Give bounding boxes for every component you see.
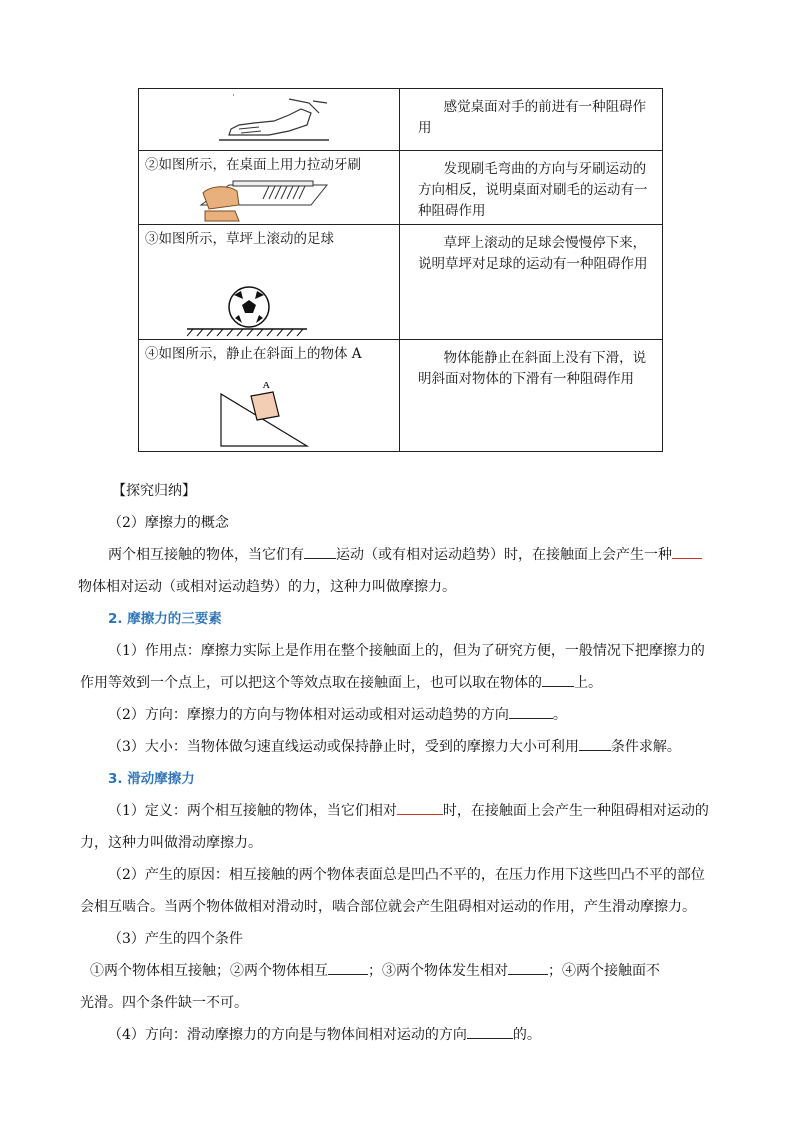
text: 两个相互接触的物体，当它们有 bbox=[108, 547, 304, 563]
subheading: （3）产生的四个条件 bbox=[108, 931, 243, 947]
football-figure bbox=[187, 285, 307, 337]
section-heading: 2. 摩擦力的三要素 bbox=[108, 611, 222, 627]
table-row bbox=[139, 340, 663, 452]
paragraph: （1）作用点：摩擦力实际上是作用在整个接触面上的，但为了研究方便，一般情况下把摩擦力的 bbox=[108, 643, 705, 659]
paragraph bbox=[80, 1019, 720, 1051]
row-description: ②如图所示，在桌面上用力拉动牙刷 bbox=[145, 157, 361, 173]
subheading: （2）摩擦力的概念 bbox=[108, 515, 229, 531]
text: 条件求解。 bbox=[610, 739, 681, 755]
text: （4）方向：滑动摩擦力的方向是与物体间相对运动的方向 bbox=[108, 1027, 467, 1043]
text: （3）大小：当物体做匀速直线运动或保持静止时，受到的摩擦力大小可利用 bbox=[108, 739, 579, 755]
text: ①两个物体相互接触；②两个物体相互 bbox=[90, 963, 328, 979]
text: 上。 bbox=[574, 675, 602, 691]
text: ；④两个接触面不 bbox=[548, 963, 660, 979]
row-description: ③如图所示，草坪上滚动的足球 bbox=[145, 231, 334, 247]
paragraph bbox=[80, 731, 720, 763]
fill-blank[interactable] bbox=[672, 544, 702, 559]
paragraph: 物体相对运动（或相对运动趋势）的力，这种力叫做摩擦力。 bbox=[78, 579, 456, 595]
paragraph bbox=[80, 699, 720, 731]
table-cell-figure bbox=[139, 89, 400, 151]
text: 作用等效到一个点上，可以把这个等效点取在接触面上，也可以取在物体的 bbox=[80, 675, 542, 691]
row-description: ④如图所示，静止在斜面上的物体 A bbox=[145, 346, 362, 362]
incline-block-figure bbox=[219, 382, 319, 448]
fill-blank[interactable] bbox=[304, 544, 336, 559]
text: 时，在接触面上会产生一种阻碍相对运动的 bbox=[442, 803, 709, 819]
section-heading: 3. 滑动摩擦力 bbox=[108, 771, 195, 787]
text: ；③两个物体发生相对 bbox=[368, 963, 508, 979]
table-row bbox=[139, 151, 663, 225]
fill-blank[interactable] bbox=[397, 800, 443, 815]
hand-on-table-figure bbox=[219, 93, 329, 145]
text: 的。 bbox=[512, 1027, 541, 1043]
table-cell-result: 物体能静止在斜面上没有下滑，说明斜面对物体的下滑有一种阻碍作用 bbox=[400, 340, 663, 452]
paragraph bbox=[80, 795, 720, 827]
paragraph bbox=[80, 955, 720, 987]
table-cell-result: 发现刷毛弯曲的方向与牙刷运动的方向相反，说明桌面对刷毛的运动有一种阻碍作用 bbox=[400, 151, 663, 225]
toothbrush-figure bbox=[199, 175, 329, 223]
table-cell-result: 草坪上滚动的足球会慢慢停下来，说明草坪对足球的运动有一种阻碍作用 bbox=[400, 225, 663, 340]
table-row bbox=[139, 89, 663, 151]
paragraph: 力，这种力叫做滑动摩擦力。 bbox=[80, 835, 262, 851]
table-cell-figure bbox=[139, 340, 400, 452]
text: 运动（或有相对运动趋势）时，在接触面上会产生一种 bbox=[336, 547, 672, 563]
table-cell-result: 感觉桌面对手的前进有一种阻碍作用 bbox=[400, 89, 663, 151]
table-row bbox=[139, 225, 663, 340]
table-cell-figure bbox=[139, 225, 400, 340]
fill-blank[interactable] bbox=[509, 704, 553, 719]
fill-blank[interactable] bbox=[579, 736, 611, 751]
block-label: A bbox=[263, 382, 270, 391]
table-cell-figure bbox=[139, 151, 400, 225]
paragraph: 会相互啮合。当两个物体做相对滑动时，啮合部位就会产生阻碍相对运动的作用，产生滑动摩擦力。 bbox=[80, 899, 696, 915]
summary-title: 【探究归纳】 bbox=[112, 483, 196, 499]
fill-blank[interactable] bbox=[328, 960, 368, 975]
paragraph: 光滑。四个条件缺一不可。 bbox=[80, 995, 248, 1011]
paragraph bbox=[80, 667, 720, 699]
paragraph bbox=[80, 539, 720, 571]
paragraph: （2）产生的原因：相互接触的两个物体表面总是凹凸不平的，在压力作用下这些凹凸不平的部位 bbox=[108, 867, 705, 883]
text: 。 bbox=[552, 707, 567, 723]
experiment-table bbox=[138, 88, 663, 452]
fill-blank[interactable] bbox=[542, 672, 574, 687]
fill-blank[interactable] bbox=[467, 1024, 513, 1039]
text: （2）方向：摩擦力的方向与物体相对运动或相对运动趋势的方向 bbox=[108, 707, 509, 723]
content-body bbox=[80, 475, 720, 1051]
text: （1）定义：两个相互接触的物体，当它们相对 bbox=[108, 803, 397, 819]
fill-blank[interactable] bbox=[508, 960, 548, 975]
